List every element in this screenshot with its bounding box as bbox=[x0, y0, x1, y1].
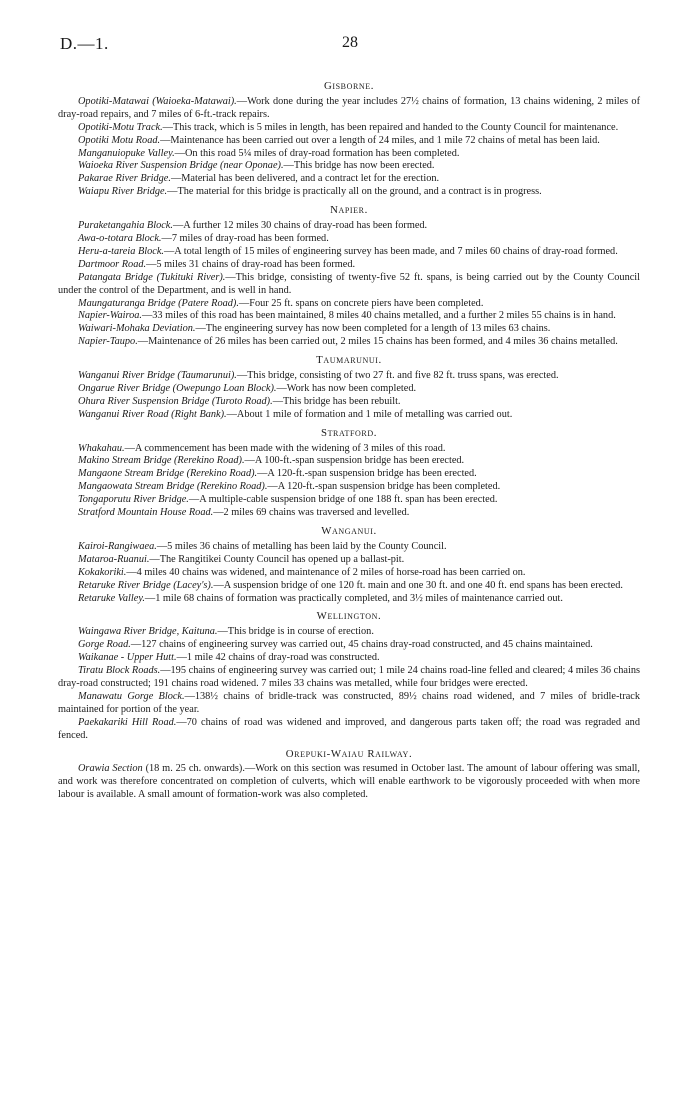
paragraph-text: —This track, which is 5 miles in length, has been repaired and handed to the County Council for maintenance. bbox=[162, 121, 619, 133]
paragraph-text: —Work done during the year includes 27½ chains of formation, 13 chains widening, 2 miles of dray-road repairs, and 7 miles of 6-ft.-track repairs. bbox=[58, 95, 640, 120]
paragraph bbox=[58, 567, 640, 580]
paragraph-lead: Kokakoriki. bbox=[78, 566, 127, 578]
paragraph-text: —4 miles 40 chains was widened, and maintenance of 2 miles of horse-road has been carried on. bbox=[126, 566, 526, 578]
paragraph-lead: Whakahau. bbox=[78, 442, 125, 454]
paragraph bbox=[58, 246, 640, 259]
paragraph bbox=[58, 593, 640, 606]
paragraph bbox=[58, 541, 640, 554]
section-heading: Wanganui. bbox=[321, 525, 377, 537]
page-number: 28 bbox=[342, 34, 358, 51]
paragraph bbox=[58, 494, 640, 507]
paragraph bbox=[58, 135, 640, 148]
paragraph bbox=[58, 122, 640, 135]
paragraph-text: —A multiple-cable suspension bridge of one 188 ft. span has been erected. bbox=[188, 494, 498, 506]
paragraph-lead: Waioeka River Suspension Bridge (near Oponae). bbox=[78, 160, 284, 172]
paragraph bbox=[58, 443, 640, 456]
paragraph bbox=[58, 259, 640, 272]
paragraph-text: —5 miles 36 chains of metalling has been laid by the County Council. bbox=[156, 540, 447, 552]
paragraph bbox=[58, 665, 640, 691]
paragraph-text: —This bridge, consisting of two 27 ft. and five 82 ft. truss spans, was erected. bbox=[236, 370, 559, 382]
paragraph bbox=[58, 186, 640, 199]
paragraph-lead: Manganuiopuke Valley. bbox=[78, 147, 175, 159]
paragraph-text: —195 chains of engineering survey was carried out; 1 mile 24 chains road-line felled and cleared; 4 miles 36 chains dray-road constructed; 191 chains road widened. 7 miles 33 chains was metalled, while four bridges were erected. bbox=[58, 665, 640, 689]
paragraph bbox=[58, 233, 640, 246]
paragraph-text: —This bridge is in course of erection. bbox=[217, 626, 374, 638]
paragraph-lead: Napier-Wairoa. bbox=[78, 310, 142, 322]
paragraph-lead: Awa-o-totara Block. bbox=[78, 232, 162, 244]
paragraph-lead: Manawatu Gorge Block. bbox=[78, 690, 185, 702]
paragraph-text: —On this road 5¼ miles of dray-road formation has been completed. bbox=[174, 147, 460, 159]
paragraph bbox=[58, 96, 640, 122]
paragraph-lead: Orawia Section bbox=[78, 763, 143, 775]
paragraph-text: —1 mile 68 chains of formation was practically completed, and 3½ miles of maintenance carried out. bbox=[144, 592, 563, 604]
paragraph-lead: Ohura River Suspension Bridge (Turoto Road). bbox=[78, 395, 273, 407]
paragraph-lead: Opotiki-Motu Track. bbox=[78, 121, 163, 133]
paragraph-lead: Pakarae River Bridge. bbox=[78, 173, 171, 185]
paragraph-text: (18 m. 25 ch. onwards).—Work on this section was resumed in October last. The amount of labour offering was small, and work was therefore concentrated on completion of culverts, which will enable earthwork to be vigorously proceeded with when more labour is available. A small amount of formation-work was also completed. bbox=[58, 763, 640, 801]
paragraph bbox=[58, 481, 640, 494]
section bbox=[58, 354, 640, 422]
paragraph bbox=[58, 310, 640, 323]
paragraph-text: —The Rangitikei County Council has opened up a ballast-pit. bbox=[149, 553, 405, 565]
paragraph-text: —A total length of 15 miles of engineering survey has been made, and 7 miles 60 chains of dray-road formed. bbox=[163, 245, 618, 257]
document-reference: D.—1. bbox=[60, 34, 109, 53]
paragraph bbox=[58, 370, 640, 383]
paragraph-text: —Maintenance has been carried out over a length of 24 miles, and 1 mile 72 chains of metal has been laid. bbox=[160, 134, 600, 146]
paragraph bbox=[58, 507, 640, 520]
paragraph bbox=[58, 652, 640, 665]
paragraph bbox=[58, 717, 640, 743]
page-header bbox=[60, 34, 640, 56]
paragraph bbox=[58, 396, 640, 409]
paragraph-text: —138½ chains of bridle-track was constructed, 89½ chains road widened, and 7 miles of bridle-track maintained for portion of the year. bbox=[58, 690, 640, 715]
paragraph bbox=[58, 148, 640, 161]
paragraph bbox=[58, 323, 640, 336]
paragraph-text: —The material for this bridge is practically all on the ground, and a contract is in progress. bbox=[167, 186, 542, 198]
paragraph bbox=[58, 455, 640, 468]
paragraph-lead: Makino Stream Bridge (Rerekino Road). bbox=[78, 455, 245, 467]
paragraph-text: —33 miles of this road has been maintained, 8 miles 40 chains metalled, and a further 2 miles 55 chains is in hand. bbox=[141, 310, 616, 322]
paragraph bbox=[58, 691, 640, 717]
paragraph-text: —A further 12 miles 30 chains of dray-road has been formed. bbox=[172, 220, 428, 232]
paragraph-text: —1 mile 42 chains of dray-road was constructed. bbox=[176, 652, 380, 664]
paragraph-text: —This bridge has been rebuilt. bbox=[272, 395, 401, 407]
section-heading: Wellington. bbox=[316, 610, 382, 623]
paragraph bbox=[58, 763, 640, 802]
paragraph-lead: Waiwari-Mohaka Deviation. bbox=[78, 323, 196, 335]
section bbox=[58, 525, 640, 605]
paragraph bbox=[58, 554, 640, 567]
paragraph-lead: Kairoi-Rangiwaea. bbox=[78, 540, 157, 552]
paragraph-text: —Work has now been completed. bbox=[276, 382, 417, 394]
paragraph-text: —A 100-ft.-span suspension bridge has been erected. bbox=[244, 455, 465, 467]
section bbox=[58, 748, 640, 803]
paragraph bbox=[58, 409, 640, 422]
section-heading: Taumarunui. bbox=[316, 354, 382, 367]
paragraph-lead: Waiapu River Bridge. bbox=[78, 186, 168, 198]
paragraph-lead: Ongarue River Bridge (Owepungo Loan Block). bbox=[78, 382, 277, 394]
document-body bbox=[58, 80, 640, 802]
paragraph-text: —7 miles of dray-road has been formed. bbox=[161, 232, 329, 244]
paragraph-lead: Mangaone Stream Bridge (Rerekino Road). bbox=[78, 468, 258, 480]
paragraph-text: —2 miles 69 chains was traversed and levelled. bbox=[213, 507, 410, 519]
paragraph-text: —A 120-ft.-span suspension bridge has been completed. bbox=[267, 481, 501, 493]
paragraph-text: —Four 25 ft. spans on concrete piers have been completed. bbox=[238, 297, 484, 309]
paragraph bbox=[58, 383, 640, 396]
section bbox=[58, 204, 640, 349]
paragraph-lead: Opotiki-Matawai (Waioeka-Matawai). bbox=[78, 95, 237, 107]
section bbox=[58, 610, 640, 742]
section-heading: Gisborne. bbox=[323, 80, 375, 92]
paragraph-lead: Wanganui River Road (Right Bank). bbox=[78, 408, 227, 420]
paragraph-lead: Dartmoor Road. bbox=[78, 258, 147, 270]
paragraph bbox=[58, 272, 640, 298]
section-heading: Napier. bbox=[330, 204, 368, 217]
paragraph-text: —This bridge has now been erected. bbox=[283, 160, 435, 172]
paragraph-text: —70 chains of road was widened and improved, and dangerous parts taken off; the road was regraded and fenced. bbox=[58, 716, 640, 741]
section-heading: Stratford. bbox=[320, 426, 378, 439]
paragraph-text: —Material has been delivered, and a contract let for the erection. bbox=[170, 173, 440, 185]
paragraph bbox=[58, 468, 640, 481]
paragraph bbox=[58, 220, 640, 233]
paragraph bbox=[58, 298, 640, 311]
paragraph-text: —The engineering survey has now been completed for a length of 13 miles 63 chains. bbox=[195, 323, 551, 335]
paragraph-lead: Stratford Mountain House Road. bbox=[78, 507, 214, 519]
paragraph-text: —A 120-ft.-span suspension bridge has been erected. bbox=[257, 468, 477, 480]
paragraph bbox=[58, 173, 640, 186]
paragraph-text: —127 chains of engineering survey was carried out, 45 chains dray-road constructed, and 45 chains maintained. bbox=[130, 639, 593, 651]
paragraph-lead: Retaruke Valley. bbox=[78, 592, 145, 604]
paragraph-lead: Waikanae - Upper Hutt. bbox=[78, 652, 177, 664]
paragraph bbox=[58, 336, 640, 349]
section-heading: Orepuki-Waiau Railway. bbox=[285, 747, 413, 760]
paragraph-lead: Maungaturanga Bridge (Patere Road). bbox=[78, 297, 239, 309]
paragraph-lead: Patangata Bridge (Tukituki River). bbox=[78, 271, 226, 283]
paragraph-lead: Napier-Taupo. bbox=[78, 336, 138, 348]
paragraph-lead: Waingawa River Bridge, Kaituna. bbox=[78, 626, 218, 638]
paragraph-lead: Tongaporutu River Bridge. bbox=[78, 494, 189, 506]
paragraph-lead: Gorge Road. bbox=[78, 639, 131, 651]
paragraph bbox=[58, 160, 640, 173]
paragraph-lead: Mataroa-Ruanui. bbox=[78, 553, 150, 565]
paragraph-text: —About 1 mile of formation and 1 mile of metalling was carried out. bbox=[226, 408, 513, 420]
paragraph-text: —This bridge, consisting of twenty-five 52 ft. spans, is being carried out by the County Council under the control of the Department, and is well in hand. bbox=[58, 271, 641, 296]
paragraph-lead: Tiratu Block Roads. bbox=[78, 665, 161, 677]
section bbox=[58, 427, 640, 520]
paragraph-lead: Opotiki Motu Road. bbox=[78, 134, 161, 146]
paragraph-lead: Heru-a-tareia Block. bbox=[78, 245, 164, 257]
section bbox=[58, 80, 640, 199]
paragraph-text: —A suspension bridge of one 120 ft. main and one 30 ft. and one 40 ft. end spans has been erected. bbox=[213, 579, 623, 591]
paragraph-lead: Retaruke River Bridge (Lacey's). bbox=[78, 579, 214, 591]
paragraph-text: —A commencement has been made with the widening of 3 miles of this road. bbox=[124, 442, 446, 454]
paragraph-text: —Maintenance of 26 miles has been carried out, 2 miles 15 chains has been formed, and 4 miles 36 chains metalled. bbox=[137, 336, 618, 348]
paragraph bbox=[58, 639, 640, 652]
paragraph-lead: Mangaowata Stream Bridge (Rerekino Road). bbox=[78, 481, 268, 493]
paragraph-lead: Puraketangahia Block. bbox=[78, 220, 173, 232]
paragraph-text: —5 miles 31 chains of dray-road has been formed. bbox=[146, 258, 356, 270]
paragraph bbox=[58, 626, 640, 639]
paragraph-lead: Paekakariki Hill Road. bbox=[78, 716, 177, 728]
paragraph bbox=[58, 580, 640, 593]
paragraph-lead: Wanganui River Bridge (Taumarunui). bbox=[78, 370, 237, 382]
